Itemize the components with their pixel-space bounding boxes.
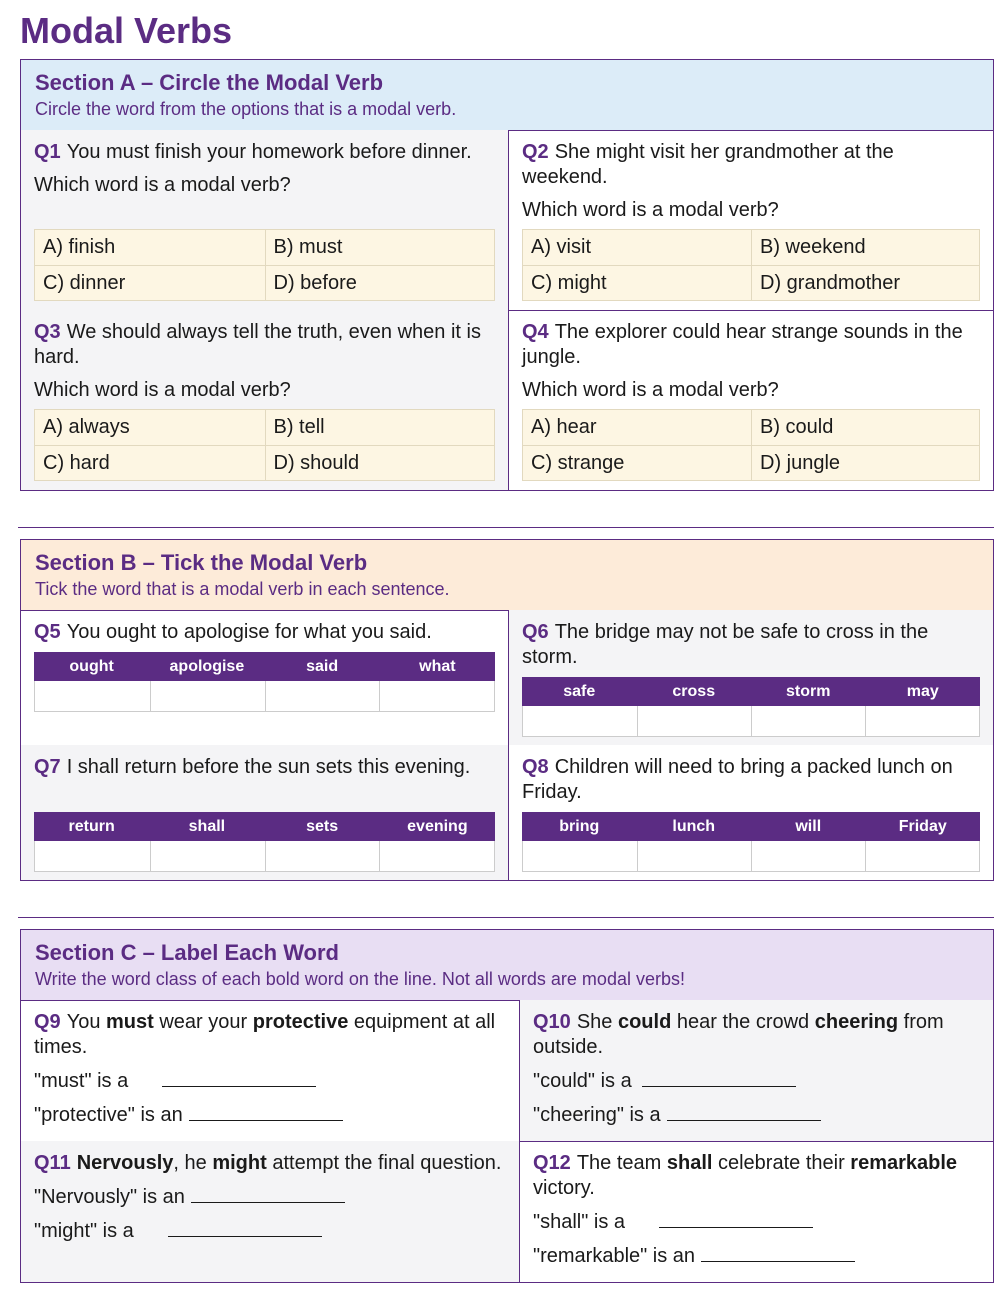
option-a[interactable]: A) visit — [531, 236, 591, 258]
question-prompt: Which word is a modal verb? — [522, 379, 779, 401]
option-a[interactable]: A) finish — [43, 236, 116, 258]
question-prompt: Which word is a modal verb? — [34, 379, 291, 401]
option-c[interactable]: C) hard — [35, 445, 265, 480]
question-text: attempt the final question. — [266, 1152, 502, 1174]
question-text: victory. — [533, 1177, 595, 1199]
question-number: Q10 — [533, 1011, 571, 1033]
answer-blank[interactable] — [642, 1068, 796, 1087]
tick-box[interactable] — [150, 841, 265, 871]
tick-word: storm — [786, 683, 831, 700]
tick-box[interactable] — [865, 706, 979, 736]
bold-word: could — [617, 1011, 672, 1033]
question-number: Q9 — [34, 1011, 61, 1033]
page-title: Modal Verbs — [20, 10, 233, 51]
tick-box[interactable] — [637, 706, 751, 736]
question-text: She — [576, 1011, 618, 1033]
question-text: The bridge may not be safe to cross in the storm. — [522, 621, 929, 668]
answer-blank[interactable] — [659, 1209, 813, 1228]
question-q6 — [508, 610, 993, 745]
tick-word: shall — [188, 818, 226, 835]
question-text: You ought to apologise for what you said. — [66, 621, 432, 643]
tick-word: said — [306, 658, 339, 675]
bold-word: remarkable — [850, 1152, 958, 1174]
tick-box[interactable] — [523, 706, 637, 736]
tick-box[interactable] — [751, 706, 865, 736]
section-a-title: Section A – Circle the Modal Verb — [35, 70, 384, 95]
answer-blank[interactable] — [189, 1102, 343, 1121]
question-text: celebrate their — [712, 1152, 851, 1174]
question-number: Q2 — [522, 141, 549, 163]
question-text: Children will need to bring a packed lunch on Friday. — [522, 756, 953, 803]
options-grid — [522, 229, 980, 301]
answer-label: "shall" is a — [533, 1211, 626, 1233]
question-q7 — [21, 745, 508, 880]
answer-blank[interactable] — [667, 1102, 821, 1121]
question-q3 — [21, 310, 508, 490]
option-b[interactable]: B) weekend — [751, 230, 979, 265]
question-text: from outside. — [533, 1011, 944, 1058]
tick-word: apologise — [169, 658, 245, 675]
section-a-header — [21, 60, 993, 130]
option-d[interactable]: D) should — [265, 445, 495, 480]
option-c[interactable]: C) dinner — [35, 265, 265, 300]
question-number: Q11 — [34, 1152, 71, 1174]
answer-blank[interactable] — [191, 1184, 345, 1203]
section-b-title: Section B – Tick the Modal Verb — [35, 550, 368, 575]
option-d[interactable]: D) grandmother — [751, 265, 979, 300]
question-text: The explorer could hear strange sounds in the jungle. — [522, 321, 963, 368]
question-number: Q5 — [34, 621, 61, 643]
question-q9 — [21, 1000, 519, 1141]
question-prompt: Which word is a modal verb? — [34, 174, 291, 196]
tick-box[interactable] — [265, 681, 380, 711]
tick-word: will — [795, 818, 822, 835]
answer-label: "cheering" is a — [533, 1104, 661, 1126]
tick-table — [34, 652, 495, 712]
bold-word: must — [106, 1011, 154, 1033]
tick-word: evening — [407, 818, 468, 835]
question-text: equipment at all times. — [34, 1011, 496, 1058]
options-grid — [34, 409, 495, 481]
answer-blank[interactable] — [162, 1068, 316, 1087]
question-number: Q1 — [34, 141, 61, 163]
section-c-title: Section C – Label Each Word — [35, 940, 339, 965]
answer-row — [34, 1068, 506, 1094]
question-text: She might visit her grandmother at the weekend. — [522, 141, 894, 188]
tick-word: what — [419, 658, 456, 675]
answer-row — [533, 1068, 980, 1094]
tick-word: safe — [563, 683, 596, 700]
question-q5 — [21, 610, 508, 745]
section-a — [20, 59, 994, 491]
section-c — [20, 929, 994, 1283]
option-d[interactable]: D) jungle — [751, 445, 979, 480]
question-number: Q12 — [533, 1152, 571, 1174]
bold-word: shall — [666, 1152, 713, 1174]
question-text: You must finish your homework before dinner. — [66, 141, 472, 163]
section-divider — [18, 917, 994, 918]
question-q4 — [508, 310, 993, 490]
option-d[interactable]: D) before — [265, 265, 495, 300]
answer-row — [533, 1243, 980, 1269]
tick-word: cross — [672, 683, 716, 700]
answer-label: "remarkable" is an — [533, 1245, 696, 1267]
option-b[interactable]: B) must — [265, 230, 495, 265]
tick-box[interactable] — [637, 841, 751, 871]
question-text: wear your — [153, 1011, 253, 1033]
question-text: The team — [576, 1152, 667, 1174]
question-q10 — [519, 1000, 993, 1141]
tick-word: ought — [69, 658, 114, 675]
option-b[interactable]: B) could — [751, 410, 979, 445]
tick-table — [34, 812, 495, 872]
section-divider — [18, 527, 994, 528]
question-number: Q8 — [522, 756, 549, 778]
question-text: , he — [173, 1152, 213, 1174]
tick-box[interactable] — [150, 681, 265, 711]
section-b-subtitle: Tick the word that is a modal verb in each sentence. — [35, 579, 450, 599]
answer-blank[interactable] — [701, 1243, 855, 1262]
section-b — [20, 539, 994, 881]
tick-box[interactable] — [751, 841, 865, 871]
answer-row — [533, 1102, 980, 1128]
question-q2 — [508, 130, 993, 310]
question-text: We should always tell the truth, even when it is hard. — [34, 321, 481, 368]
answer-label: "must" is a — [34, 1070, 129, 1092]
answer-row — [533, 1209, 980, 1235]
tick-box[interactable] — [379, 841, 494, 871]
bold-word: might — [212, 1152, 267, 1174]
option-a[interactable]: A) always — [43, 416, 130, 438]
bold-word: Nervously — [76, 1152, 174, 1174]
tick-box[interactable] — [265, 841, 380, 871]
question-q8 — [508, 745, 993, 880]
tick-word: may — [906, 683, 939, 700]
tick-box[interactable] — [379, 681, 494, 711]
tick-table — [522, 677, 980, 737]
tick-word: sets — [306, 818, 339, 835]
tick-box[interactable] — [35, 681, 150, 711]
section-a-subtitle: Circle the word from the options that is a modal verb. — [35, 99, 457, 119]
answer-label: "could" is a — [533, 1070, 632, 1092]
option-c[interactable]: C) strange — [523, 445, 751, 480]
tick-word: Friday — [898, 818, 947, 835]
tick-box[interactable] — [865, 841, 979, 871]
tick-table — [522, 812, 980, 872]
question-number: Q7 — [34, 756, 61, 778]
answer-blank[interactable] — [168, 1218, 322, 1237]
question-number: Q6 — [522, 621, 549, 643]
answer-label: "might" is a — [34, 1220, 134, 1242]
answer-label: "protective" is an — [34, 1104, 183, 1126]
option-a[interactable]: A) hear — [531, 416, 597, 438]
question-prompt: Which word is a modal verb? — [522, 199, 779, 221]
tick-box[interactable] — [35, 841, 150, 871]
option-b[interactable]: B) tell — [265, 410, 495, 445]
question-text: I shall return before the sun sets this evening. — [66, 756, 471, 778]
answer-row — [34, 1102, 506, 1128]
answer-row — [34, 1218, 506, 1244]
question-text: hear the crowd — [671, 1011, 815, 1033]
bold-word: protective — [252, 1011, 349, 1033]
tick-word: lunch — [672, 818, 716, 835]
section-c-header — [21, 930, 993, 1000]
tick-box[interactable] — [523, 841, 637, 871]
tick-word: bring — [559, 818, 600, 835]
question-number: Q4 — [522, 321, 549, 343]
options-grid — [34, 229, 495, 301]
bold-word: cheering — [814, 1011, 899, 1033]
section-c-subtitle: Write the word class of each bold word on the line. Not all words are modal verbs! — [35, 969, 685, 989]
question-q11 — [21, 1141, 519, 1282]
question-text: You — [66, 1011, 106, 1033]
tick-word: return — [68, 818, 115, 835]
question-number: Q3 — [34, 321, 61, 343]
section-b-header — [21, 540, 993, 610]
option-c[interactable]: C) might — [523, 265, 751, 300]
answer-row — [34, 1184, 506, 1210]
answer-label: "Nervously" is an — [34, 1186, 185, 1208]
options-grid — [522, 409, 980, 481]
question-q1 — [21, 130, 508, 310]
question-q12 — [519, 1141, 993, 1282]
